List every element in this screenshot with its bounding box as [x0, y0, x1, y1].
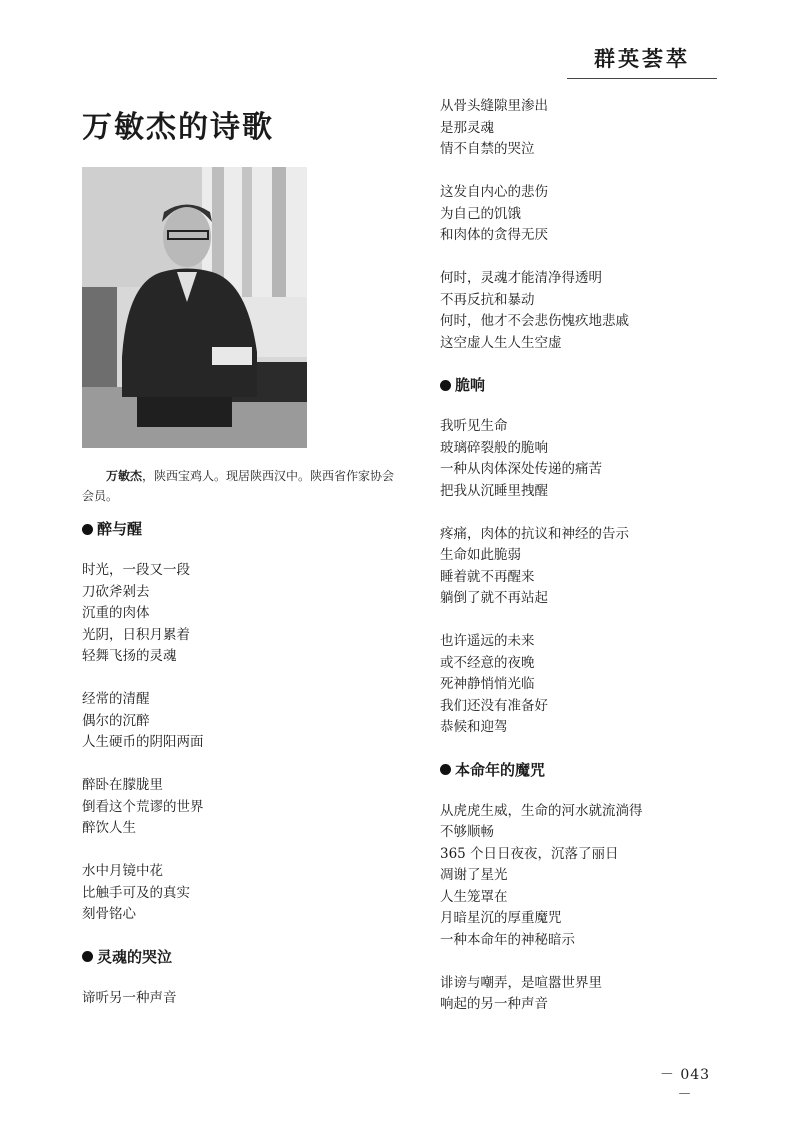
poem-line: 响起的另一种声音	[440, 996, 548, 1012]
poem-line: 人生笼罩在	[440, 888, 508, 905]
page-number: － 043 －	[659, 1067, 711, 1103]
poem-line: 人生硬币的阴阳两面	[82, 734, 204, 750]
poem-line: 我们还没有准备好	[440, 697, 548, 714]
poem-line: 倒看这个荒谬的世界	[82, 798, 204, 815]
poem-line: 轻舞飞扬的灵魂	[82, 648, 177, 664]
poem-title: 脆响	[455, 376, 486, 394]
poem-line: 躺倒了就不再站起	[440, 590, 548, 606]
author-bio-text: ，陕西宝鸡人。现居陕西汉中。陕西省作家协会会员。	[82, 469, 395, 503]
poem-line: 我听见生命	[440, 418, 508, 434]
poem-line: 把我从沉睡里拽醒	[440, 482, 548, 499]
poem-line: 情不自禁的哭泣	[440, 141, 535, 157]
poem-line: 凋谢了星光	[440, 867, 508, 883]
poem-line: 刀砍斧剁去	[82, 583, 150, 600]
bullet-icon	[82, 524, 93, 535]
poem-title: 灵魂的哭泣	[97, 947, 173, 966]
poem-line: 光阴，日积月累着	[82, 626, 190, 643]
poem-line: 刻骨铭心	[82, 906, 136, 922]
poem-line: 一种本命年的神秘暗示	[440, 931, 575, 948]
poem-line: 生命如此脆弱	[440, 547, 521, 563]
poem-line: 从虎虎生威，生命的河水就流淌得	[440, 802, 643, 819]
poem-line: 月暗星沉的厚重魔咒	[440, 910, 562, 926]
poem-title: 本命年的魔咒	[455, 760, 546, 779]
poem-line: 和肉体的贪得无厌	[440, 227, 548, 243]
poem-line: 为自己的饥饿	[440, 205, 521, 222]
poem-heading	[82, 518, 402, 540]
poem-line: 醉饮人生	[82, 820, 136, 836]
poem-line: 这空虚人生人生空虚	[440, 334, 562, 351]
poem-line: 一种从肉体深处传递的痛苦	[440, 461, 602, 477]
poem-line: 也许遥远的未来	[440, 633, 535, 649]
poem-line: 是那灵魂	[440, 119, 494, 136]
poem-line: 睡着就不再醒来	[440, 568, 535, 585]
poem-heading	[82, 946, 402, 968]
poem-line: 死神静悄悄光临	[440, 676, 535, 692]
bullet-icon	[440, 764, 451, 775]
bullet-icon	[82, 951, 93, 962]
poem-line: 沉重的肉体	[82, 605, 150, 621]
poem-line: 诽谤与嘲弄，是喧嚣世界里	[440, 974, 602, 991]
poem-line: 谛听另一种声音	[82, 989, 177, 1006]
poem-line: 醉卧在朦胧里	[82, 777, 163, 793]
poem-line: 玻璃碎裂般的脆响	[440, 439, 548, 456]
poem-line: 何时，灵魂才能清净得透明	[440, 270, 602, 286]
author-name: 万敏杰	[106, 469, 143, 483]
poem-line: 疼痛，肉体的抗议和神经的告示	[440, 525, 629, 542]
poem-line: 恭候和迎驾	[440, 719, 508, 735]
author-photo	[82, 167, 307, 448]
poem-line: 从骨头缝隙里渗出	[440, 98, 548, 114]
poem-line: 时光，一段又一段	[82, 562, 190, 578]
bullet-icon	[440, 380, 451, 391]
poem-line: 365 个日日夜夜，沉落了丽日	[440, 845, 619, 862]
poem-line: 偶尔的沉醉	[82, 712, 150, 729]
poem-line: 经常的清醒	[82, 691, 150, 707]
poem-line: 不够顺畅	[440, 824, 494, 840]
left-column	[82, 518, 402, 1009]
author-bio	[82, 466, 400, 506]
right-column	[440, 96, 760, 1016]
poem-line: 或不经意的夜晚	[440, 654, 535, 671]
poem-line: 水中月镜中花	[82, 863, 163, 879]
poem-heading	[440, 759, 760, 781]
poem-line: 这发自内心的悲伤	[440, 184, 548, 200]
poem-line: 比触手可及的真实	[82, 884, 190, 901]
poem-title: 醉与醒	[97, 520, 143, 538]
poem-line: 不再反抗和暴动	[440, 291, 535, 308]
poem-heading	[440, 374, 760, 396]
article-title: 万敏杰的诗歌	[82, 110, 274, 145]
poem-line: 何时，他才不会悲伤愧疚地悲戚	[440, 313, 629, 329]
section-tag: 群英荟萃	[567, 44, 717, 79]
